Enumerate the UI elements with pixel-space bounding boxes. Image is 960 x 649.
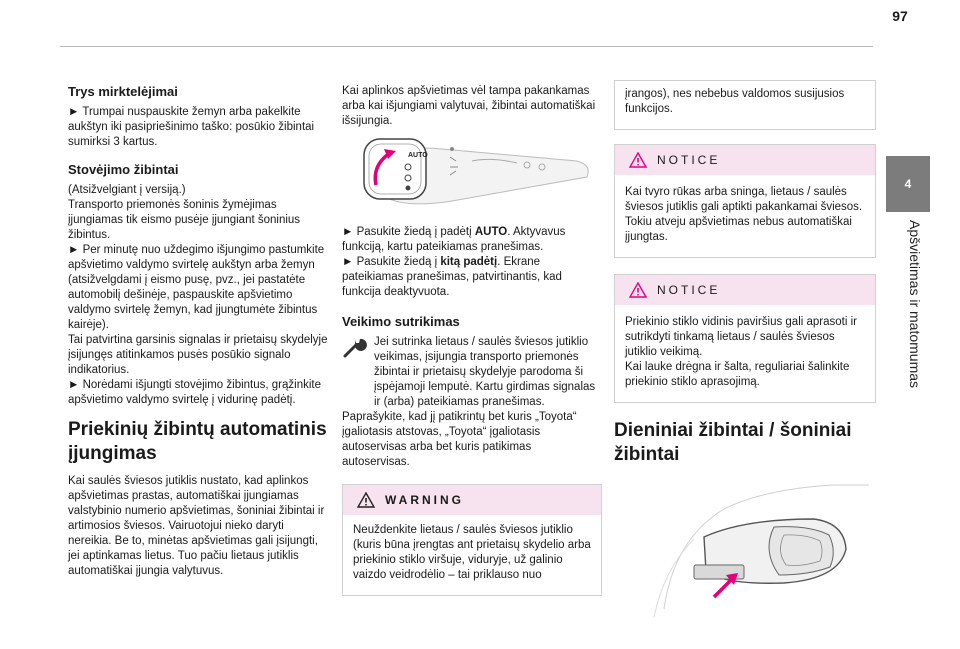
lighting-stalk-illustration (342, 135, 597, 215)
notice-triangle-icon (629, 282, 647, 298)
warning-box-continued: įrangos), nes nebebus valdomos susijusios funkcijos. (614, 80, 876, 130)
text-trys: ► Trumpai nuspauskite žemyn arba pakelkite aukštyn iki pasipriešinimo taško: posūkio žibintai sumirksi 3 kartus. (68, 106, 315, 148)
notice-box-2 (614, 274, 876, 403)
page-number: 97 (892, 8, 908, 24)
notice-1-title: NOTICE (657, 153, 721, 167)
warning-triangle-icon (357, 492, 375, 508)
text-priekiniu: Kai saulės šviesos jutiklis nustato, kad aplinkos apšvietimas prastas, automatiškai įjungiamas valstybinio numerio apšvietimas, šoniniai žibintai ir artimosios šviesos. Vairuotojui nieko daryti nereikia. Be to, minėtas apšvietimas gali įsijungti, jei aptinkamas lietus. Tuo pačiu lietaus jutiklis automatiškai įjungia valytuvus. (68, 475, 325, 577)
warning-box (342, 484, 602, 596)
text-st4: Tai patvirtina garsinis signalas ir prietaisų skydelyje įsijungęs atitinkamos pusės posūkio signalo indikatorius. (68, 334, 328, 376)
warning-title: WARNING (385, 493, 464, 507)
notice-1-text: Kai tvyro rūkas arba sninga, lietaus / saulės šviesos jutiklis gali aptikti pakankamai šviesos. Tokiu atveju apšvietimas nebus automatiškai įjungtas. (625, 186, 863, 243)
text-top: Kai aplinkos apšvietimas vėl tampa pakankamas arba kai išjungiami valytuvai, žibintai automatiškai išsijungia. (342, 85, 596, 127)
heading-stovejimo: Stovėjimo žibintai (68, 162, 179, 177)
text-v2: Paprašykite, kad jį patikrintų bet kuris „Toyota“ įgaliotasis atstovas, „Toyota“ įgaliotasis autoservisas arba bet kuris patikimas autoservisas. (342, 411, 577, 468)
heading-veikimo: Veikimo sutrikimas (342, 314, 460, 329)
notice-2-text-1: Priekinio stiklo vidinis paviršius gali aprasoti ir sutrikdyti tinkamą lietaus / saulės šviesos jutiklio veikimą. (625, 316, 858, 358)
chapter-tab[interactable]: 4 (886, 156, 930, 212)
notice-triangle-icon (629, 152, 647, 168)
daytime-lights-illustration (634, 479, 874, 619)
column-2 (342, 84, 602, 596)
text-kita: ► Pasukite žiedą į kitą padėtį. Ekrane pateikiamas pranešimas, patvirtinantis, kad funkcija deaktyvuota. (342, 256, 562, 298)
warning-text: Neuždenkite lietaus / saulės šviesos jutiklio (kuris būna įrengtas ant prietaisų skydelio arba priekinio stiklo viršuje, viduryje, už galinio vaizdo veidrodėlio – tai priklauso nuo (353, 524, 591, 581)
chapter-title: Apšvietimas ir matomumas (907, 220, 923, 389)
heading-dieniniai: Dieniniai žibintai / šoniniai žibintai (614, 420, 852, 465)
ring-label-auto: AUTO (408, 152, 428, 159)
top-rule (60, 46, 873, 47)
column-3 (614, 82, 876, 619)
notice-2-title: NOTICE (657, 283, 721, 297)
notice-box-1 (614, 144, 876, 258)
text-st2: Transporto priemonės šoninis žymėjimas įjungiamas tik eismo pusėje įjungiant šoninius žibintus. (68, 199, 301, 241)
text-st1: (Atsižvelgiant į versiją.) (68, 184, 186, 196)
notice-2-text-2: Kai lauke drėgna ir šalta, reguliariai šalinkite priekinio stiklo aprasojimą. (625, 361, 850, 388)
malfunction-text: Jei sutrinka lietaus / saulės šviesos jutiklio veikimas, įsijungia transporto priemonės žibintai ir prietaisų skydelyje parodoma ši įspėjamoji lemputė. Kartu girdimas signalas ir (arba) pateikiamas pranešimas. (342, 335, 602, 410)
column-1 (68, 80, 330, 581)
heading-priekiniu: Priekinių žibintų automatinis įjungimas (68, 419, 327, 464)
heading-trys: Trys mirktelėjimai (68, 84, 178, 99)
text-st3: ► Per minutę nuo uždegimo išjungimo pastumkite apšvietimo valdymo svirtelę aukštyn arba žemyn (atsižvelgdami į eismo pusę, pvz., jei pastatėte automobilį dešinėje, paspauskite apšvietimo valdymo svirtelę žemyn, kad įjungtumėte žibintus kairėje). (68, 244, 325, 331)
text-auto: ► Pasukite žiedą į padėtį AUTO. Aktyvavus funkciją, kartu pateikiamas pranešimas. (342, 226, 566, 253)
wrench-icon (342, 335, 368, 359)
text-st5: ► Norėdami išjungti stovėjimo žibintus, grąžinkite apšvietimo valdymo svirtelę į vidurinę padėtį. (68, 379, 321, 406)
